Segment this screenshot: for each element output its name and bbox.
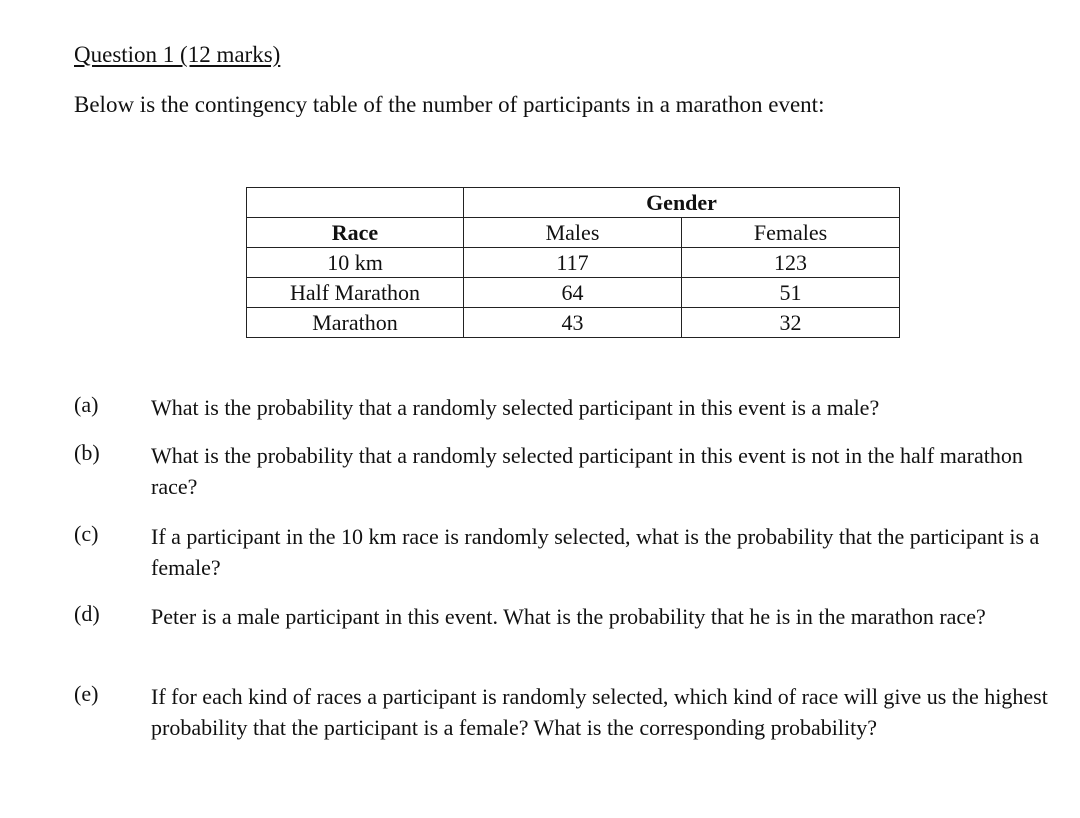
gender-header: Gender — [464, 188, 900, 218]
females-cell: 32 — [682, 308, 900, 338]
females-header: Females — [682, 218, 900, 248]
table-row — [247, 248, 900, 278]
question-text: If a participant in the 10 km race is randomly selected, what is the probability that the participant is a female? — [151, 524, 1040, 580]
table-row — [247, 308, 900, 338]
females-cell: 51 — [682, 278, 900, 308]
question-text: What is the probability that a randomly selected participant in this event is a male? — [151, 395, 880, 420]
race-header: Race — [247, 218, 464, 248]
males-header: Males — [464, 218, 682, 248]
question-label: (a) — [74, 392, 99, 417]
contingency-table — [246, 187, 900, 338]
females-cell: 123 — [682, 248, 900, 278]
race-cell: Marathon — [247, 308, 464, 338]
males-cell: 117 — [464, 248, 682, 278]
table-row — [247, 278, 900, 308]
question-label: (e) — [74, 681, 99, 706]
question-heading: Question 1 (12 marks) — [74, 42, 281, 67]
table-group-header-row — [247, 188, 900, 218]
males-cell: 64 — [464, 278, 682, 308]
race-cell: 10 km — [247, 248, 464, 278]
question-text: If for each kind of races a participant is randomly selected, which kind of race will give us the highest probability that the participant is a female? What is the corresponding probability? — [151, 684, 1048, 740]
table-empty-cell — [247, 188, 464, 218]
race-cell: Half Marathon — [247, 278, 464, 308]
question-label: (c) — [74, 521, 99, 546]
question-text: Peter is a male participant in this event. What is the probability that he is in the marathon race? — [151, 604, 986, 629]
question-label: (d) — [74, 601, 100, 626]
question-text: What is the probability that a randomly selected participant in this event is not in the half marathon race? — [151, 443, 1023, 499]
question-label: (b) — [74, 440, 100, 465]
males-cell: 43 — [464, 308, 682, 338]
table-header-row — [247, 218, 900, 248]
intro-text: Below is the contingency table of the number of participants in a marathon event: — [74, 92, 825, 117]
